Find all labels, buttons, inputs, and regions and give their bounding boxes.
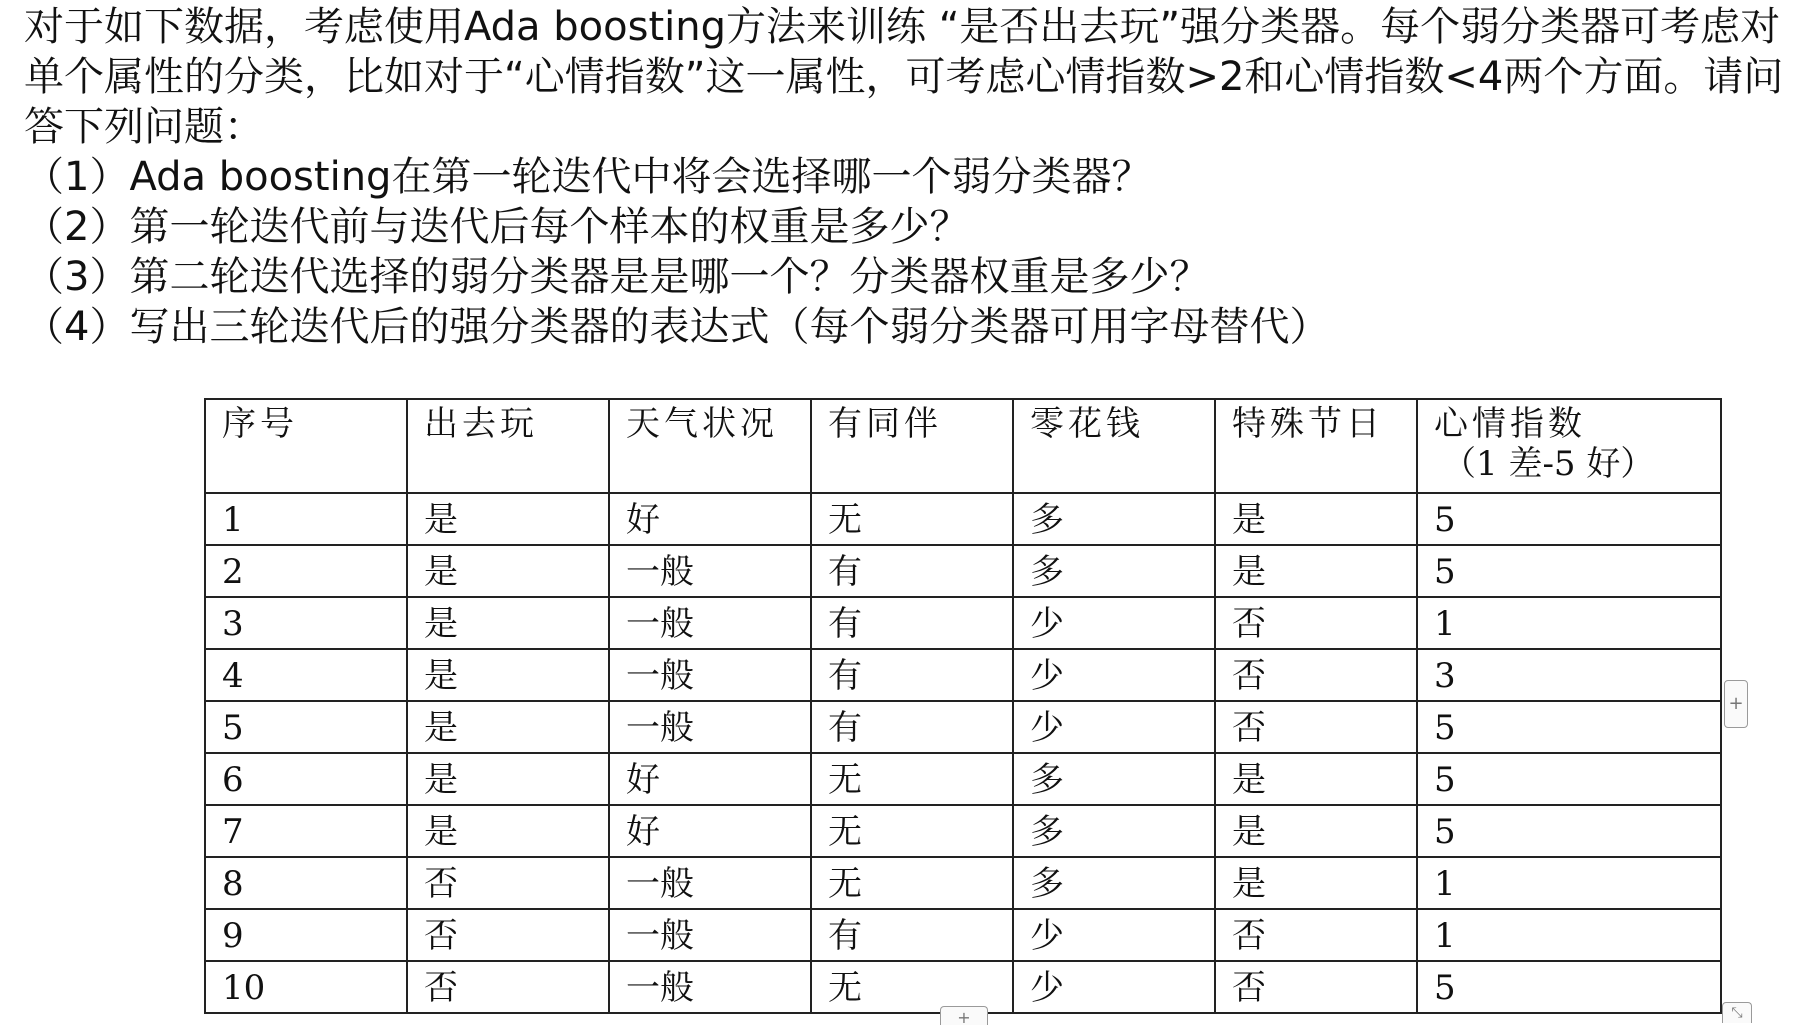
header-cell-index[interactable]: 序号 bbox=[205, 399, 407, 493]
question-item-3: （3）第二轮迭代选择的弱分类器是是哪一个？分类器权重是多少？ bbox=[24, 254, 1210, 300]
table-cell[interactable]: 5 bbox=[1417, 545, 1721, 597]
table-cell[interactable]: 有 bbox=[811, 597, 1013, 649]
table-cell[interactable]: 是 bbox=[407, 597, 609, 649]
table-cell[interactable]: 多 bbox=[1013, 805, 1215, 857]
table-cell[interactable]: 一般 bbox=[609, 701, 811, 753]
header-cell-go-out[interactable]: 出去玩 bbox=[407, 399, 609, 493]
table-cell[interactable]: 5 bbox=[1417, 753, 1721, 805]
table-cell[interactable]: 有 bbox=[811, 649, 1013, 701]
table-cell[interactable]: 3 bbox=[1417, 649, 1721, 701]
add-column-button[interactable]: + bbox=[1724, 680, 1748, 728]
table-row bbox=[205, 545, 1721, 597]
table-cell[interactable]: 否 bbox=[407, 961, 609, 1013]
add-row-button[interactable]: + bbox=[940, 1006, 988, 1025]
header-mood-label: 心情指数 bbox=[1434, 404, 1586, 444]
table-cell[interactable]: 无 bbox=[811, 805, 1013, 857]
question-item-1: （1）Ada boosting在第一轮迭代中将会选择哪一个弱分类器？ bbox=[24, 154, 1152, 200]
table-cell[interactable]: 是 bbox=[1215, 493, 1417, 545]
table-cell[interactable]: 是 bbox=[1215, 545, 1417, 597]
table-cell[interactable]: 一般 bbox=[609, 909, 811, 961]
header-cell-pocket-money[interactable]: 零花钱 bbox=[1013, 399, 1215, 493]
table-cell[interactable]: 有 bbox=[811, 701, 1013, 753]
table-cell[interactable]: 少 bbox=[1013, 649, 1215, 701]
table-cell[interactable]: 多 bbox=[1013, 753, 1215, 805]
table-cell[interactable]: 5 bbox=[205, 701, 407, 753]
table-cell[interactable]: 多 bbox=[1013, 545, 1215, 597]
table-row bbox=[205, 805, 1721, 857]
table-cell[interactable]: 无 bbox=[811, 493, 1013, 545]
question-item-4: （4）写出三轮迭代后的强分类器的表达式（每个弱分类器可用字母替代） bbox=[24, 304, 1330, 350]
header-cell-weather[interactable]: 天气状况 bbox=[609, 399, 811, 493]
table-cell[interactable]: 3 bbox=[205, 597, 407, 649]
table-cell[interactable]: 少 bbox=[1013, 909, 1215, 961]
table-row bbox=[205, 493, 1721, 545]
table-resize-icon[interactable]: ⤡ bbox=[1722, 1002, 1752, 1023]
data-table-container bbox=[204, 398, 1720, 1014]
table-cell[interactable]: 一般 bbox=[609, 857, 811, 909]
table-cell[interactable]: 是 bbox=[407, 701, 609, 753]
table-row bbox=[205, 701, 1721, 753]
table-cell[interactable]: 好 bbox=[609, 493, 811, 545]
table-cell[interactable]: 7 bbox=[205, 805, 407, 857]
header-cell-mood[interactable] bbox=[1417, 399, 1721, 493]
table-cell[interactable]: 2 bbox=[205, 545, 407, 597]
table-cell[interactable]: 无 bbox=[811, 753, 1013, 805]
table-cell[interactable]: 是 bbox=[407, 545, 609, 597]
table-header-row bbox=[205, 399, 1721, 493]
question-item-2: （2）第一轮迭代前与迭代后每个样本的权重是多少？ bbox=[24, 204, 970, 250]
table-cell[interactable]: 1 bbox=[1417, 857, 1721, 909]
table-row bbox=[205, 597, 1721, 649]
table-cell[interactable]: 否 bbox=[1215, 701, 1417, 753]
header-cell-holiday[interactable]: 特殊节日 bbox=[1215, 399, 1417, 493]
table-row bbox=[205, 753, 1721, 805]
header-mood-scale: （1 差-5 好） bbox=[1442, 444, 1655, 484]
table-cell[interactable]: 多 bbox=[1013, 493, 1215, 545]
table-cell[interactable]: 1 bbox=[205, 493, 407, 545]
table-cell[interactable]: 是 bbox=[1215, 805, 1417, 857]
table-cell[interactable]: 5 bbox=[1417, 961, 1721, 1013]
table-cell[interactable]: 否 bbox=[1215, 597, 1417, 649]
table-cell[interactable]: 无 bbox=[811, 961, 1013, 1013]
table-cell[interactable]: 1 bbox=[1417, 909, 1721, 961]
table-cell[interactable]: 5 bbox=[1417, 493, 1721, 545]
table-cell[interactable]: 有 bbox=[811, 909, 1013, 961]
table-cell[interactable]: 少 bbox=[1013, 961, 1215, 1013]
table-cell[interactable]: 是 bbox=[1215, 857, 1417, 909]
table-cell[interactable]: 9 bbox=[205, 909, 407, 961]
table-cell[interactable]: 少 bbox=[1013, 597, 1215, 649]
data-table[interactable] bbox=[204, 398, 1722, 1014]
table-cell[interactable]: 一般 bbox=[609, 961, 811, 1013]
table-cell[interactable]: 一般 bbox=[609, 649, 811, 701]
table-cell[interactable]: 否 bbox=[1215, 649, 1417, 701]
question-text bbox=[24, 2, 1784, 352]
table-cell[interactable]: 否 bbox=[407, 857, 609, 909]
question-intro: 对于如下数据，考虑使用Ada boosting方法来训练 “是否出去玩”强分类器。每个弱分类器可考虑对单个属性的分类，比如对于“心情指数”这一属性，可考虑心情指数>2和心情指数<4两个方面。请问答下列问题： bbox=[24, 4, 1784, 150]
table-cell[interactable]: 10 bbox=[205, 961, 407, 1013]
table-cell[interactable]: 5 bbox=[1417, 701, 1721, 753]
table-cell[interactable]: 是 bbox=[1215, 753, 1417, 805]
table-cell[interactable]: 5 bbox=[1417, 805, 1721, 857]
table-cell[interactable]: 是 bbox=[407, 753, 609, 805]
table-cell[interactable]: 是 bbox=[407, 493, 609, 545]
table-cell[interactable]: 1 bbox=[1417, 597, 1721, 649]
table-cell[interactable]: 一般 bbox=[609, 545, 811, 597]
table-cell[interactable]: 8 bbox=[205, 857, 407, 909]
table-cell[interactable]: 少 bbox=[1013, 701, 1215, 753]
table-cell[interactable]: 6 bbox=[205, 753, 407, 805]
table-cell[interactable]: 否 bbox=[1215, 909, 1417, 961]
table-cell[interactable]: 是 bbox=[407, 649, 609, 701]
table-row bbox=[205, 649, 1721, 701]
table-cell[interactable]: 否 bbox=[1215, 961, 1417, 1013]
question-list bbox=[24, 152, 1784, 352]
table-cell[interactable]: 是 bbox=[407, 805, 609, 857]
table-cell[interactable]: 4 bbox=[205, 649, 407, 701]
table-cell[interactable]: 好 bbox=[609, 753, 811, 805]
table-body bbox=[205, 493, 1721, 1013]
header-cell-companion[interactable]: 有同伴 bbox=[811, 399, 1013, 493]
table-row bbox=[205, 909, 1721, 961]
table-cell[interactable]: 有 bbox=[811, 545, 1013, 597]
table-cell[interactable]: 否 bbox=[407, 909, 609, 961]
table-cell[interactable]: 无 bbox=[811, 857, 1013, 909]
table-cell[interactable]: 好 bbox=[609, 805, 811, 857]
table-cell[interactable]: 一般 bbox=[609, 597, 811, 649]
table-cell[interactable]: 多 bbox=[1013, 857, 1215, 909]
table-row bbox=[205, 857, 1721, 909]
